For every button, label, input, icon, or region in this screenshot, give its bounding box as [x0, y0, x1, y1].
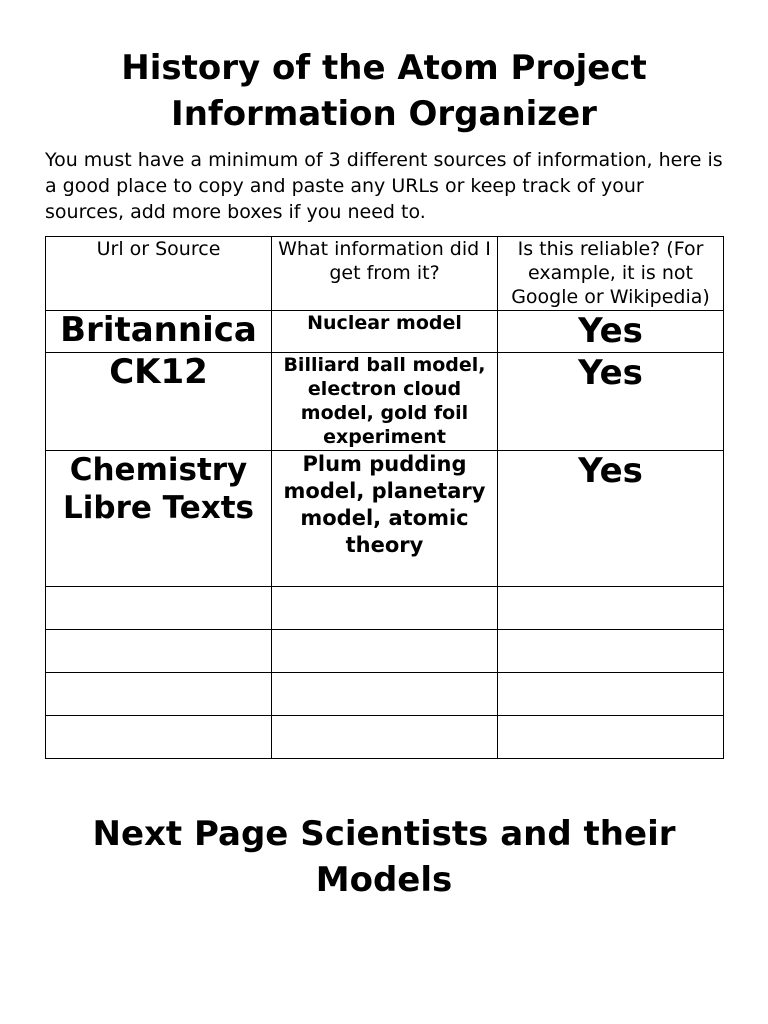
information-organizer-table [45, 236, 724, 759]
table-row [46, 451, 724, 587]
information-cell[interactable] [272, 630, 498, 673]
header-reliable: Is this reliable? (For example, it is not Google or Wikipedia) [498, 237, 724, 311]
table-row [46, 587, 724, 630]
next-page-heading [0, 811, 768, 903]
source-cell[interactable] [46, 587, 272, 630]
source-cell[interactable]: CK12 [46, 353, 272, 451]
header-source: Url or Source [46, 237, 272, 311]
reliable-cell[interactable] [498, 673, 724, 716]
header-information: What information did I get from it? [272, 237, 498, 311]
page-title-line-2: Information Organizer [171, 94, 597, 134]
information-cell[interactable] [272, 716, 498, 759]
source-cell[interactable]: Britannica [46, 311, 272, 353]
next-page-heading-line-2: Models [315, 860, 453, 900]
information-cell[interactable]: Plum pudding model, planetary model, atomic theory [272, 451, 498, 587]
next-page-heading-line-1: Next Page Scientists and their [92, 814, 676, 854]
reliable-cell[interactable]: Yes [498, 311, 724, 353]
table-row [46, 311, 724, 353]
table-row [46, 630, 724, 673]
information-cell[interactable] [272, 673, 498, 716]
reliable-cell[interactable] [498, 630, 724, 673]
page-title-line-1: History of the Atom Project [121, 48, 647, 88]
information-cell[interactable]: Nuclear model [272, 311, 498, 353]
table-row [46, 353, 724, 451]
source-cell[interactable]: Chemistry Libre Texts [46, 451, 272, 587]
source-cell[interactable] [46, 716, 272, 759]
reliable-cell[interactable]: Yes [498, 353, 724, 451]
information-cell[interactable]: Billiard ball model, electron cloud model, gold foil experiment [272, 353, 498, 451]
reliable-cell[interactable] [498, 587, 724, 630]
reliable-cell[interactable]: Yes [498, 451, 724, 587]
intro-text: You must have a minimum of 3 different sources of information, here is a good place to copy and paste any URLs or keep track of your sources, add more boxes if you need to. [45, 149, 723, 223]
table-row [46, 673, 724, 716]
page-title [0, 45, 768, 137]
table-header-row [46, 237, 724, 311]
reliable-cell[interactable] [498, 716, 724, 759]
information-cell[interactable] [272, 587, 498, 630]
source-cell[interactable] [46, 630, 272, 673]
table-row [46, 716, 724, 759]
source-cell[interactable] [46, 673, 272, 716]
